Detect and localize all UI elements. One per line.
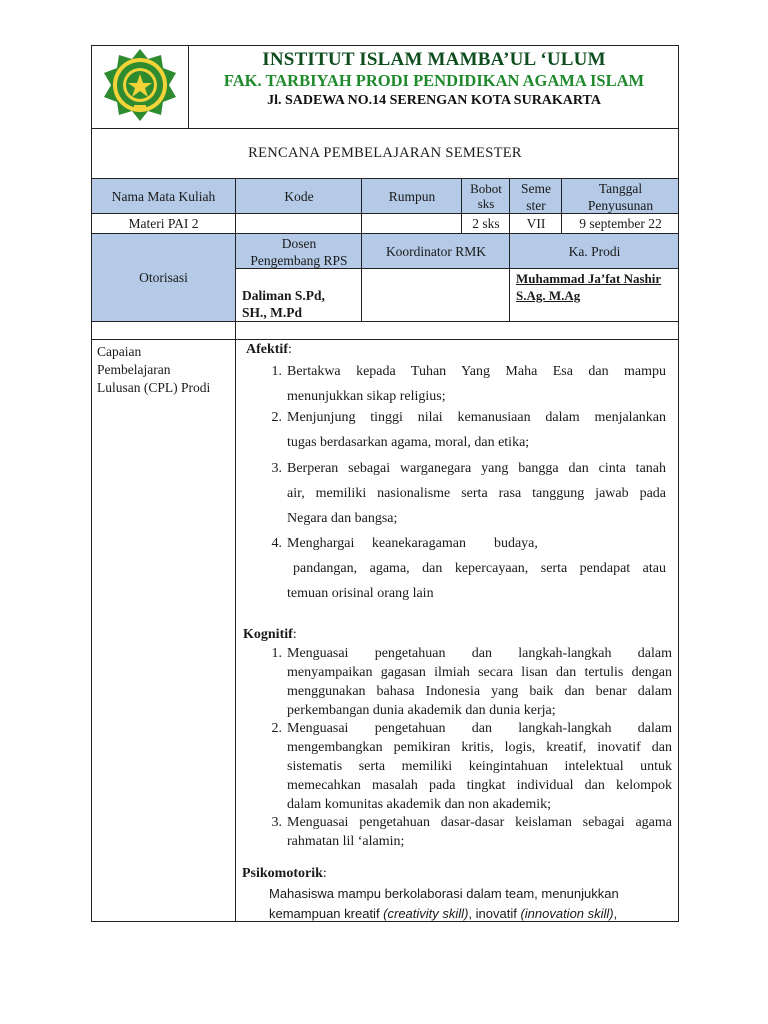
- psikomotorik-heading: Psikomotorik:: [242, 866, 327, 881]
- col-date: Tanggal Penyusunan: [587, 181, 654, 213]
- course-name: Materi PAI 2: [128, 216, 199, 231]
- cpl-label: Capaian Pembelajaran Lulusan (CPL) Prodi: [97, 344, 211, 395]
- auth-label: Otorisasi: [139, 270, 188, 285]
- kognitif-heading: Kognitif:: [243, 627, 297, 642]
- col-semester: Seme ster: [521, 181, 551, 213]
- afektif-item-3: 3. Berperan sebagai warganegara yang bangga dan cinta tanah air, memiliki nasionalisme serta rasa tanggung jawab pada Negara dan bangsa;: [271, 461, 666, 526]
- col-course-name: Nama Mata Kuliah: [111, 188, 216, 204]
- institution-seal-icon: [101, 47, 179, 125]
- col-weight: Bobot sks: [470, 181, 502, 211]
- address: Jl. SADEWA NO.14 SERENGAN KOTA SURAKARTA: [267, 93, 601, 108]
- auth-developer-title: Dosen Pengembang RPS: [250, 236, 348, 268]
- course-cluster: [362, 214, 462, 234]
- auth-head-title: Ka. Prodi: [568, 243, 621, 259]
- course-date: 9 september 22: [579, 216, 662, 231]
- afektif-item-1: 1. Bertakwa kepada Tuhan Yang Maha Esa dan mampu menunjukkan sikap religius;: [271, 364, 666, 404]
- afektif-item-4: 4. Menghargai keanekaragaman budaya, pandangan, agama, dan kepercayaan, serta pendapat atau temuan orisinal orang lain: [271, 536, 666, 601]
- kognitif-item-3: 3. Menguasai pengetahuan dasar-dasar keislaman sebagai agama rahmatan lil ‘alamin;: [271, 815, 672, 849]
- doc-title: RENCANA PEMBELAJARAN SEMESTER: [248, 144, 522, 161]
- course-semester: VII: [526, 216, 546, 231]
- col-cluster: Rumpun: [388, 188, 436, 204]
- afektif-item-2: 2. Menjunjung tinggi nilai kemanusiaan dalam menjalankan tugas berdasarkan agama, moral, dan etika;: [271, 410, 666, 450]
- auth-coordinator-title: Koordinator RMK: [385, 243, 487, 259]
- afektif-heading: Afektif:: [246, 342, 292, 357]
- institution-name: INSTITUT ISLAM MAMBA’UL ‘ULUM: [262, 49, 606, 70]
- faculty-name: FAK. TARBIYAH PRODI PENDIDIKAN AGAMA ISLAM: [223, 71, 645, 90]
- developer-name: Daliman S.Pd, SH., M.Pd: [242, 288, 325, 320]
- head-name: Muhammad Ja’fat Nashir S.Ag. M.Ag: [516, 271, 662, 303]
- kognitif-item-1: 1. Menguasai pengetahuan dan langkah-langkah dalam menyampaikan gagasan ilmiah secara lisan dan tertulis dengan menggunakan bahasa Indonesia yang baik dan benar dalam perkembangan dunia akademik dan dunia kerja;: [271, 646, 672, 718]
- course-weight: 2 sks: [472, 216, 500, 231]
- psikomotorik-text: Mahasiswa mampu berkolaborasi dalam team, menunjukkan kemampuan kreatif (creativity skill), inovatif (innovation skill),: [269, 886, 619, 921]
- col-code: Kode: [284, 188, 314, 204]
- course-code: [236, 214, 362, 234]
- kognitif-item-2: 2. Menguasai pengetahuan dan langkah-langkah dalam mengembangkan pemikiran kritis, logis, kreatif, inovatif dan sistematis serta memiliki keingintahuan intelektual untuk memecahkan masalah pada tingkat individual dan kelompok dalam komunitas akademik dan non akademik;: [271, 721, 672, 812]
